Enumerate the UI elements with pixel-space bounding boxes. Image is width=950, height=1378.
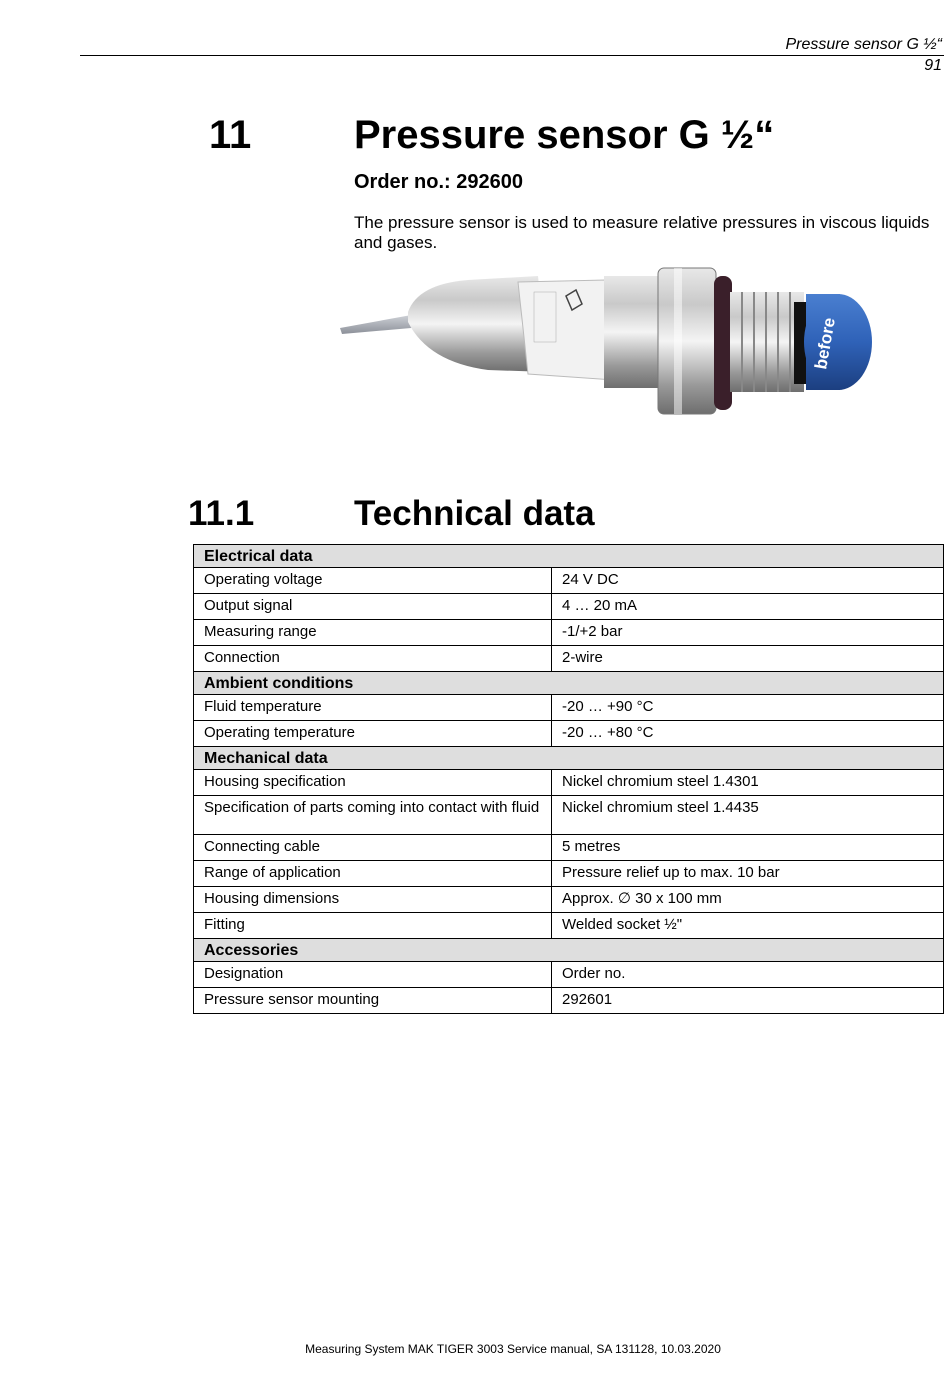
row-value: Welded socket ½"	[552, 913, 944, 939]
hex-nut	[658, 268, 716, 414]
chapter-number: 11	[209, 113, 252, 157]
row-label: Fluid temperature	[194, 695, 552, 721]
pressure-sensor-photo	[338, 262, 878, 427]
header-rule	[80, 55, 944, 56]
page-footer: Measuring System MAK TIGER 3003 Service manual, SA 131128, 10.03.2020	[305, 1342, 721, 1356]
order-number: Order no.: 292600	[354, 171, 523, 193]
section-title: Technical data	[354, 494, 595, 533]
group-heading: Accessories	[194, 939, 944, 962]
table-row	[194, 988, 944, 1014]
table-group-row	[194, 672, 944, 695]
row-value: 292601	[552, 988, 944, 1014]
row-label: Pressure sensor mounting	[194, 988, 552, 1014]
row-value: -20 … +80 °C	[552, 721, 944, 747]
table-group-row	[194, 545, 944, 568]
row-label: Connecting cable	[194, 835, 552, 861]
row-value: Order no.	[552, 962, 944, 988]
table-row	[194, 721, 944, 747]
table-row	[194, 887, 944, 913]
row-value: -20 … +90 °C	[552, 695, 944, 721]
row-value: Pressure relief up to max. 10 bar	[552, 861, 944, 887]
row-value: 2-wire	[552, 646, 944, 672]
row-label: Operating voltage	[194, 568, 552, 594]
row-label: Output signal	[194, 594, 552, 620]
group-heading: Mechanical data	[194, 747, 944, 770]
row-label: Operating temperature	[194, 721, 552, 747]
row-label: Designation	[194, 962, 552, 988]
row-value: Approx. ∅ 30 x 100 mm	[552, 887, 944, 913]
page-number: 91	[924, 57, 942, 74]
table-group-row	[194, 747, 944, 770]
table-row	[194, 913, 944, 939]
group-heading: Electrical data	[194, 545, 944, 568]
technical-data-table	[193, 544, 944, 1014]
table-row	[194, 568, 944, 594]
table-row	[194, 695, 944, 721]
table-row	[194, 646, 944, 672]
row-label: Range of application	[194, 861, 552, 887]
table-row	[194, 770, 944, 796]
row-value: 4 … 20 mA	[552, 594, 944, 620]
row-value: 5 metres	[552, 835, 944, 861]
table-row	[194, 835, 944, 861]
table-row	[194, 620, 944, 646]
table-row	[194, 861, 944, 887]
row-label: Fitting	[194, 913, 552, 939]
row-label: Specification of parts coming into contact with fluid	[194, 796, 552, 835]
row-label: Measuring range	[194, 620, 552, 646]
row-label: Housing specification	[194, 770, 552, 796]
row-label: Housing dimensions	[194, 887, 552, 913]
running-title: Pressure sensor G ½“	[785, 36, 942, 53]
table-group-row	[194, 939, 944, 962]
table-row	[194, 796, 944, 835]
row-value: 24 V DC	[552, 568, 944, 594]
o-ring	[714, 276, 732, 410]
group-heading: Ambient conditions	[194, 672, 944, 695]
sensor-body	[604, 276, 664, 388]
chapter-title: Pressure sensor G ½“	[354, 113, 775, 157]
row-value: Nickel chromium steel 1.4435	[552, 796, 944, 835]
row-value: -1/+2 bar	[552, 620, 944, 646]
intro-paragraph: The pressure sensor is used to measure relative pressures in viscous liquids and gases.	[354, 213, 930, 252]
sensor-label	[518, 280, 614, 380]
cap-label: before	[811, 316, 839, 371]
row-value: Nickel chromium steel 1.4301	[552, 770, 944, 796]
row-label: Connection	[194, 646, 552, 672]
table-row	[194, 962, 944, 988]
section-number: 11.1	[188, 494, 255, 533]
table-row	[194, 594, 944, 620]
